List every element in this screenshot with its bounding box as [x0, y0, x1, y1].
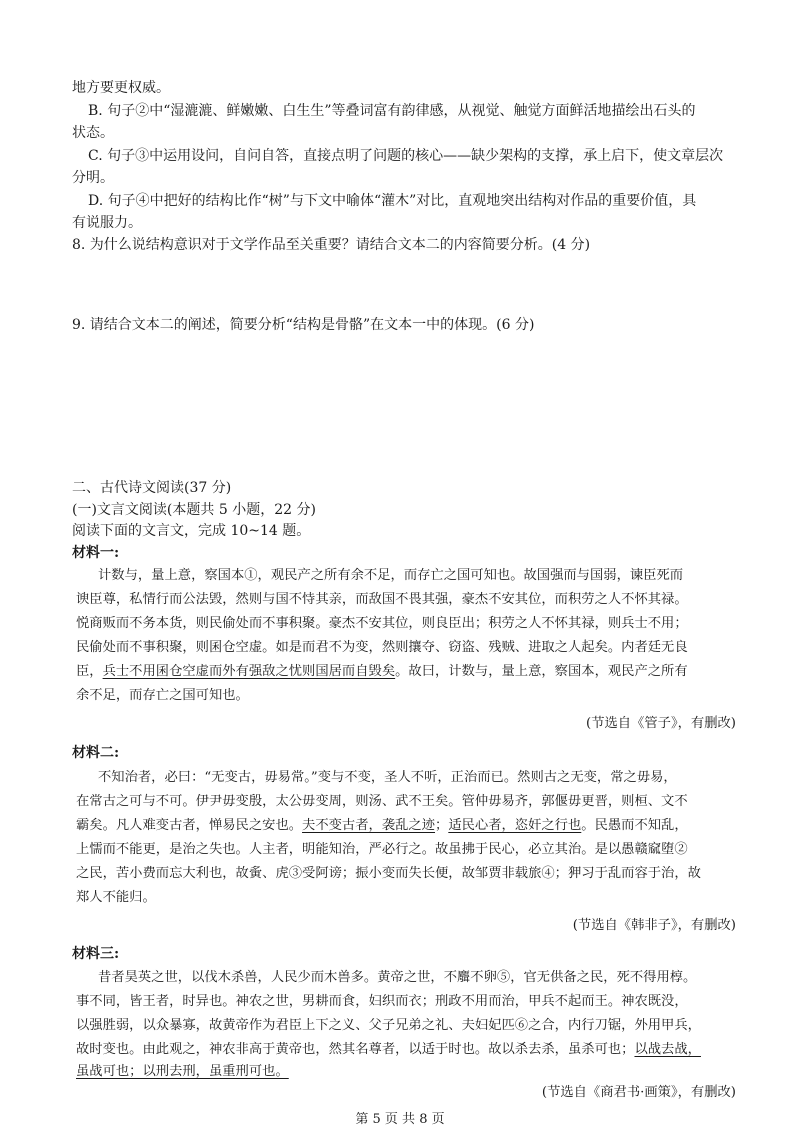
underlined-sentence: 夫不变古者，袭乱之迹 — [302, 818, 436, 833]
page-footer: 第 5 页 共 8 页 — [355, 1112, 445, 1127]
material-1-title: 材料一: — [72, 545, 120, 561]
material-3-line: 以强胜弱，以众暴寡，故黄帝作为君臣上下之义、父子兄弟之礼、夫妇妃匹⑥之合，内行刀锯，外用甲兵， — [76, 1018, 701, 1033]
underlined-sentence: 兵士不用囷仓空虚而外有强敌之忧则国居而自毁矣 — [102, 664, 396, 679]
text-run: ； — [435, 818, 449, 833]
underlined-sentence: 虽战可也；以刑去刑，虽重刑可也。 — [76, 1064, 289, 1079]
text-run: 。民愚而不知乱， — [581, 818, 688, 833]
section-heading: 二、古代诗文阅读(37 分) — [72, 480, 232, 496]
material-1-line: 谀臣尊，私情行而公法毁，然则与国不恃其亲，而敌国不畏其强，豪杰不安其位，而积劳之人不怀其禄。 — [76, 592, 688, 607]
material-2-source: (节选自《韩非子》，有删改) — [572, 918, 736, 933]
question-8: 8. 为什么说结构意识对于文学作品至关重要？请结合文本二的内容简要分析。(4 分) — [72, 237, 591, 253]
underlined-sentence: 适民心者，恣奸之行也 — [448, 818, 582, 833]
material-2-line: 在常古之可与不可。伊尹毋变殷，太公毋变周，则汤、武不王矣。管仲毋易齐，郭偃毋更晋，则桓、文不 — [76, 794, 688, 809]
option-d-line2: 有说服力。 — [72, 215, 142, 231]
material-2-line: 上懦而不能更，是治之失也。人主者，明能知治，严必行之。故虽拂于民心，必立其治。是以愚赣窳堕② — [76, 842, 688, 857]
material-3-line: 事不同，皆王者，时异也。神农之世，男耕而食，妇织而衣；刑政不用而治，甲兵不起而王。神农既没， — [76, 994, 688, 1009]
material-3-source: (节选自《商君书·画策》，有删改) — [541, 1085, 736, 1100]
material-3-title: 材料三: — [72, 946, 120, 962]
question-9: 9. 请结合文本二的阐述，简要分析“结构是骨骼”在文本一中的体现。(6 分) — [72, 317, 535, 333]
option-c-line2: 分明。 — [72, 170, 114, 186]
material-2-line — [76, 816, 688, 836]
text-run: 臣， — [76, 664, 103, 679]
reading-instruction: 阅读下面的文言文，完成 10~14 题。 — [72, 523, 311, 539]
material-1-line: 民偷处而不事积聚，则囷仓空虚。如是而君不为变，然则攘夺、窃盗、残贼、进取之人起矣。内者廷无良 — [76, 640, 688, 655]
material-3-line: 昔者昊英之世，以伐木杀兽，人民少而木兽多。黄帝之世，不麛不卵⑤，官无供备之民，死不得用椁。 — [98, 970, 697, 985]
underlined-sentence: 以战去战， — [634, 1042, 701, 1057]
subsection-heading: (一)文言文阅读(本题共 5 小题，22 分) — [72, 502, 316, 518]
text-run: 。故曰，计数与，量上意，察国本，观民产之所有 — [395, 664, 688, 679]
material-2-line: 之民，苦小费而忘大利也，故夤、虎③受阿谤；振小变而失长便，故邹贾非载旅④；狎习于乱而容于治，故 — [76, 866, 701, 881]
material-1-line — [76, 662, 688, 682]
material-1-line: 计数与，量上意，察国本①，观民产之所有余不足，而存亡之国可知也。故国强而与国弱，谏臣死而 — [98, 568, 684, 583]
text-run: 霸矣。凡人难变古者，惮易民之安也。 — [76, 818, 303, 833]
material-1-source: (节选自《管子》，有删改) — [586, 716, 736, 731]
option-b-line1: B. 句子②中“湿漉漉、鲜嫩嫩、白生生”等叠词富有韵律感，从视觉、触觉方面鲜活地描绘出石头的 — [88, 103, 696, 119]
material-2-title: 材料二: — [72, 745, 120, 761]
option-a-tail: 地方要更权威。 — [72, 80, 170, 96]
material-2-line: 不知治者，必曰：“无变古，毋易常。”变与不变，圣人不听，正治而已。然则古之无变，常之毋易， — [98, 770, 677, 785]
material-1-line: 悦商贩而不务本货，则民偷处而不事积聚。豪杰不安其位，则良臣出；积劳之人不怀其禄，则兵士不用； — [76, 616, 688, 631]
option-c-line1: C. 句子③中运用设问，自问自答，直接点明了问题的核心——缺少架构的支撑，承上启下，使文章层次 — [88, 148, 724, 164]
material-1-line: 余不足，而存亡之国可知也。 — [76, 688, 249, 703]
material-2-line: 郑人不能归。 — [76, 890, 156, 905]
option-d-line1: D. 句子④中把好的结构比作“树”与下文中喻体“灌木”对比，直观地突出结构对作品的重要价值，具 — [88, 193, 697, 209]
option-b-line2: 状态。 — [72, 125, 114, 141]
material-3-line — [76, 1040, 701, 1060]
text-run: 故时变也。由此观之，神农非高于黄帝也，然其名尊者，以适于时也。故以杀去杀，虽杀可也； — [76, 1042, 635, 1057]
material-3-line — [76, 1062, 289, 1082]
